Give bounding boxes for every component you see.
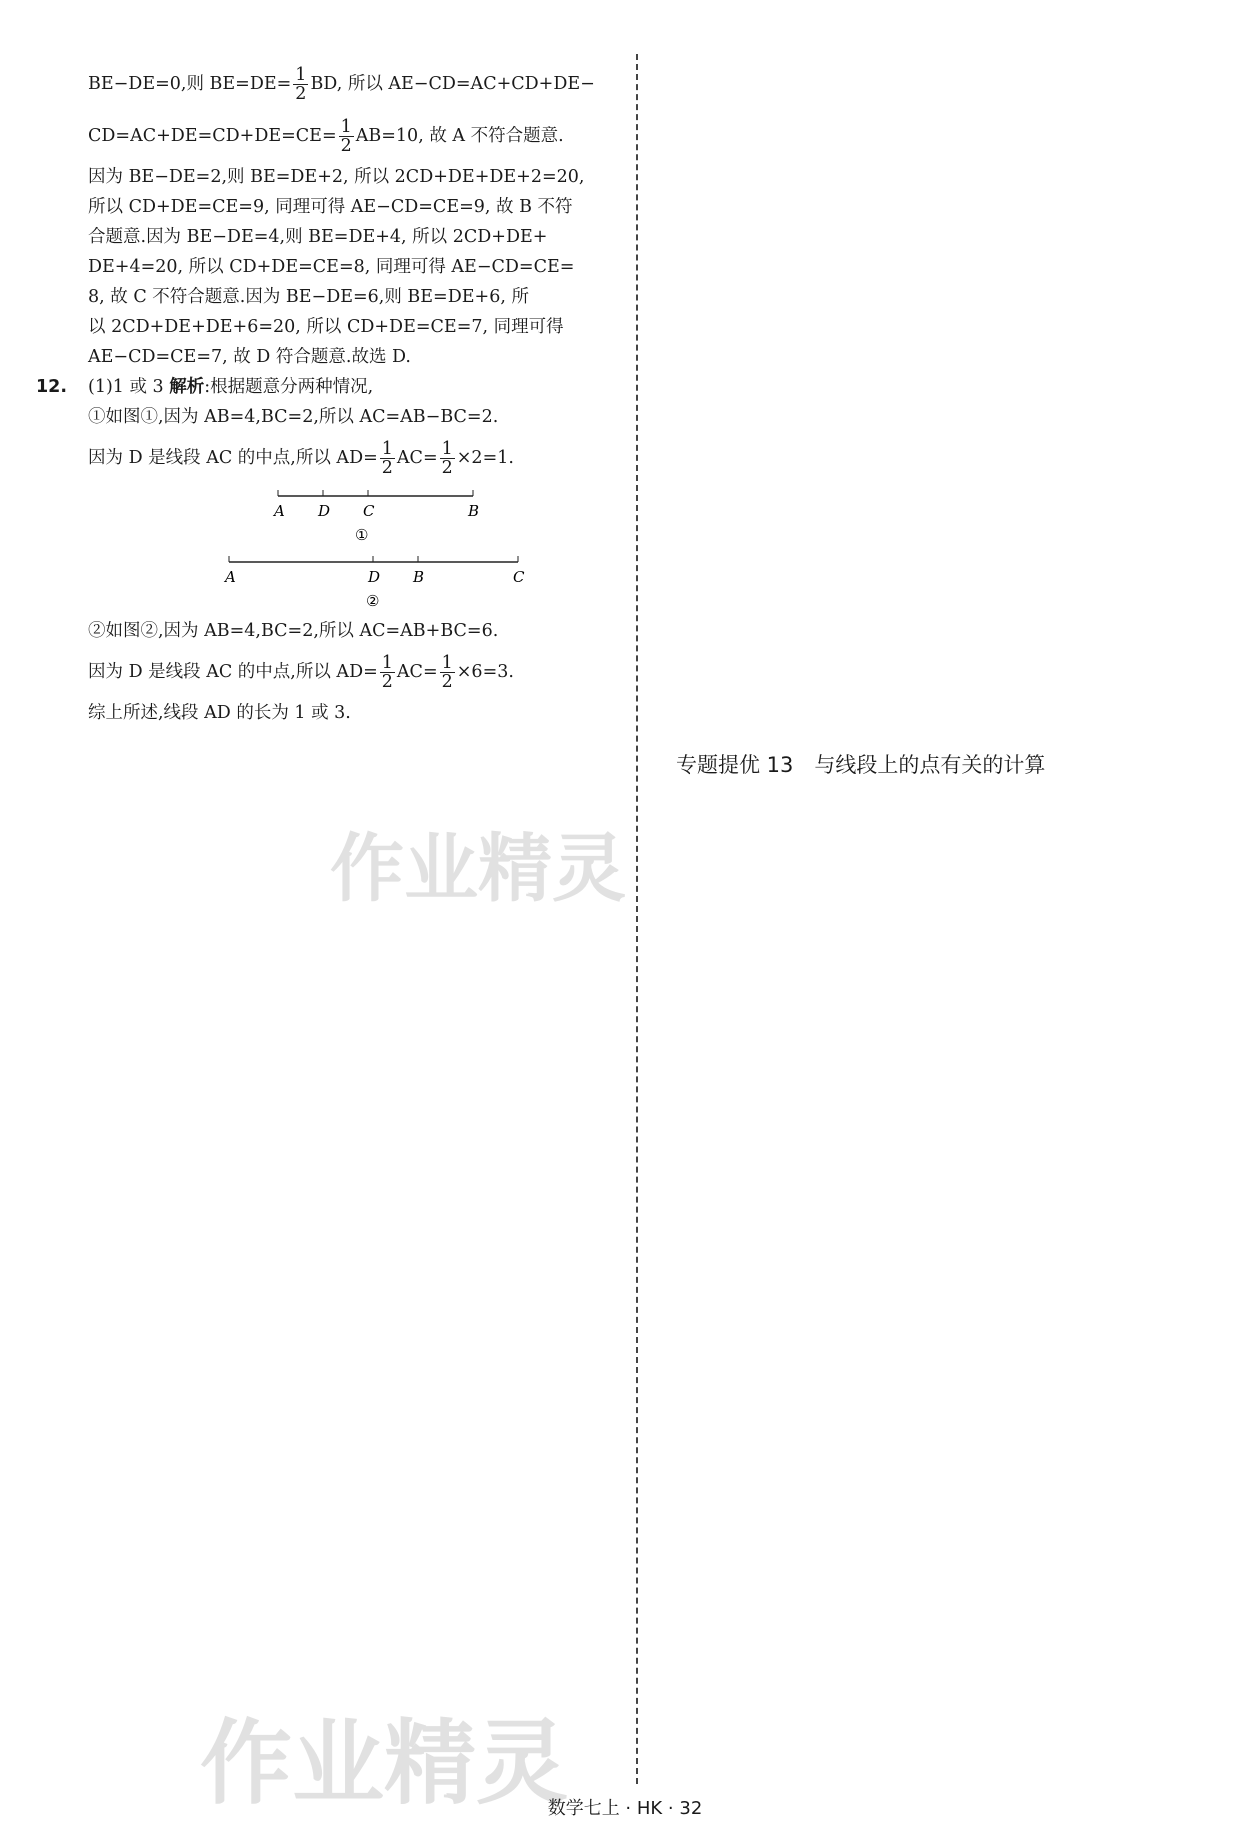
- text-line: [88, 432, 616, 484]
- watermark: 作业精灵: [200, 1710, 569, 1817]
- text-line: 综上所述,线段 AD 的长为 1 或 3.: [88, 703, 351, 723]
- point-label: B: [468, 502, 480, 520]
- text-line: 以 2CD+DE+DE+6=20, 所以 CD+DE=CE=7, 同理可得: [88, 317, 564, 337]
- text-line: 8, 故 C 不符合题意.因为 BE−DE=6,则 BE=DE+6, 所: [88, 287, 529, 307]
- figure-2-segment: [88, 550, 616, 616]
- text: AC=: [396, 448, 438, 468]
- point-label: A: [274, 502, 285, 520]
- text: AC=: [396, 662, 438, 682]
- figure-caption: ①: [355, 526, 369, 544]
- text: ×2=1.: [456, 448, 514, 468]
- problem-number: 12.: [36, 377, 68, 397]
- text: (1)1 或 3: [88, 377, 164, 397]
- fraction: $\frac{1}{2}$: [340, 116, 352, 156]
- right-column: [676, 740, 1196, 790]
- text-line: [88, 58, 616, 110]
- text: BD, 所以 AE−CD=AC+CD+DE−: [310, 74, 595, 94]
- left-column: [36, 58, 616, 728]
- text: AB=10, 故 A 不符合题意.: [355, 126, 564, 146]
- point-label: C: [363, 502, 375, 520]
- point-label: B: [413, 568, 425, 586]
- text: BE−DE=0,则 BE=DE=: [88, 74, 292, 94]
- analysis-label: 解析: [169, 377, 205, 397]
- text-line: ①如图①,因为 AB=4,BC=2,所以 AC=AB−BC=2.: [88, 407, 499, 427]
- problem-12-line: [36, 372, 616, 402]
- text-line: DE+4=20, 所以 CD+DE=CE=8, 同理可得 AE−CD=CE=: [88, 257, 575, 277]
- figure-caption: ②: [366, 592, 380, 610]
- text-line: 合题意.因为 BE−DE=4,则 BE=DE+4, 所以 2CD+DE+: [88, 227, 548, 247]
- figure-1-segment: [88, 484, 616, 550]
- fraction: $\frac{1}{2}$: [381, 652, 393, 692]
- text: CD=AC+DE=CD+DE=CE=: [88, 126, 337, 146]
- fraction: $\frac{1}{2}$: [295, 64, 307, 104]
- text: :根据题意分两种情况,: [204, 377, 374, 397]
- text: ×6=3.: [456, 662, 514, 682]
- point-label: A: [225, 568, 236, 586]
- text-line: 因为 BE−DE=2,则 BE=DE+2, 所以 2CD+DE+DE+2=20,: [88, 167, 585, 187]
- text-line: [88, 646, 616, 698]
- column-divider: [636, 54, 638, 1784]
- fraction: $\frac{1}{2}$: [441, 438, 453, 478]
- point-label: D: [318, 502, 331, 520]
- text: 因为 D 是线段 AC 的中点,所以 AD=: [88, 662, 378, 682]
- watermark: 作业精灵: [330, 826, 626, 912]
- fraction: $\frac{1}{2}$: [441, 652, 453, 692]
- text-line: AE−CD=CE=7, 故 D 符合题意.故选 D.: [88, 347, 411, 367]
- text-line: [88, 110, 616, 162]
- fraction: $\frac{1}{2}$: [381, 438, 393, 478]
- point-label: C: [513, 568, 525, 586]
- page-footer: 数学七上 · HK · 32: [547, 1798, 703, 1819]
- text-line: 所以 CD+DE=CE=9, 同理可得 AE−CD=CE=9, 故 B 不符: [88, 197, 573, 217]
- section-heading: 专题提优 13 与线段上的点有关的计算: [676, 753, 1046, 777]
- text: 因为 D 是线段 AC 的中点,所以 AD=: [88, 448, 378, 468]
- text-line: ②如图②,因为 AB=4,BC=2,所以 AC=AB+BC=6.: [88, 621, 499, 641]
- point-label: D: [368, 568, 381, 586]
